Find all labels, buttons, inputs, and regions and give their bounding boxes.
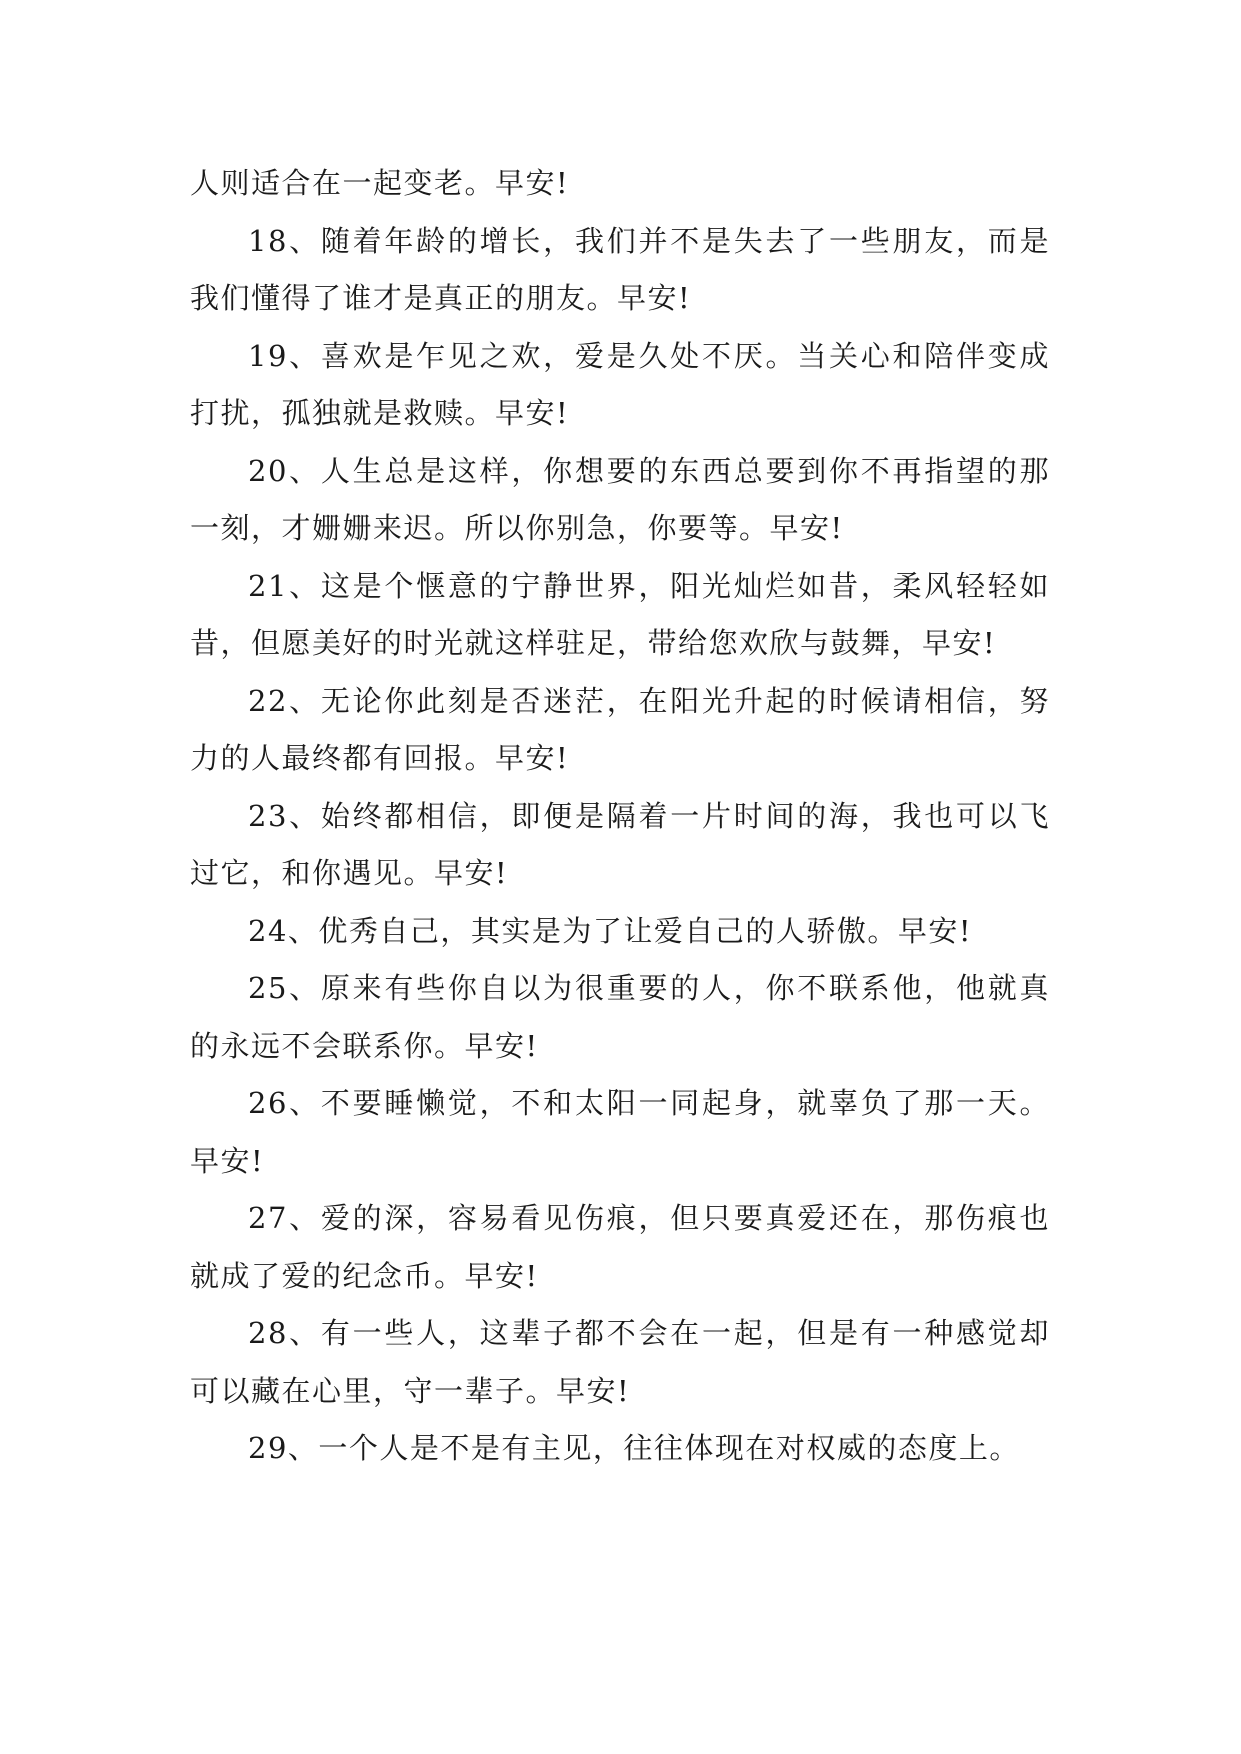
paragraph-28: 28、有一些人，这辈子都不会在一起，但是有一种感觉却可以藏在心里，守一辈子。早安!	[190, 1316, 1050, 1408]
paragraph-23: 23、始终都相信，即便是隔着一片时间的海，我也可以飞过它，和你遇见。早安!	[190, 798, 1050, 890]
paragraph-26: 26、不要睡懒觉，不和太阳一同起身，就辜负了那一天。早安!	[190, 1086, 1050, 1178]
paragraph-29: 29、一个人是不是有主见，往往体现在对权威的态度上。	[248, 1431, 1020, 1465]
document-body	[190, 155, 1050, 1478]
paragraph-22: 22、无论你此刻是否迷茫，在阳光升起的时候请相信，努力的人最终都有回报。早安!	[190, 683, 1050, 775]
paragraph-27: 27、爱的深，容易看见伤痕，但只要真爱还在，那伤痕也就成了爱的纪念币。早安!	[190, 1201, 1050, 1293]
paragraph-24: 24、优秀自己，其实是为了让爱自己的人骄傲。早安!	[248, 913, 973, 948]
paragraph-21: 21、这是个惬意的宁静世界，阳光灿烂如昔，柔风轻轻如昔，但愿美好的时光就这样驻足，带给您欢欣与鼓舞，早安!	[190, 568, 1050, 660]
paragraph-25: 25、原来有些你自以为很重要的人，你不联系他，他就真的永远不会联系你。早安!	[190, 971, 1050, 1063]
paragraph-19: 19、喜欢是乍见之欢，爱是久处不厌。当关心和陪伴变成打扰，孤独就是救赎。早安!	[190, 338, 1050, 430]
paragraph-18: 18、随着年龄的增长，我们并不是失去了一些朋友，而是我们懂得了谁才是真正的朋友。早安!	[190, 223, 1050, 315]
paragraph-17-continuation: 人则适合在一起变老。早安!	[190, 166, 570, 200]
paragraph-20: 20、人生总是这样，你想要的东西总要到你不再指望的那一刻，才姗姗来迟。所以你别急，你要等。早安!	[190, 453, 1050, 545]
